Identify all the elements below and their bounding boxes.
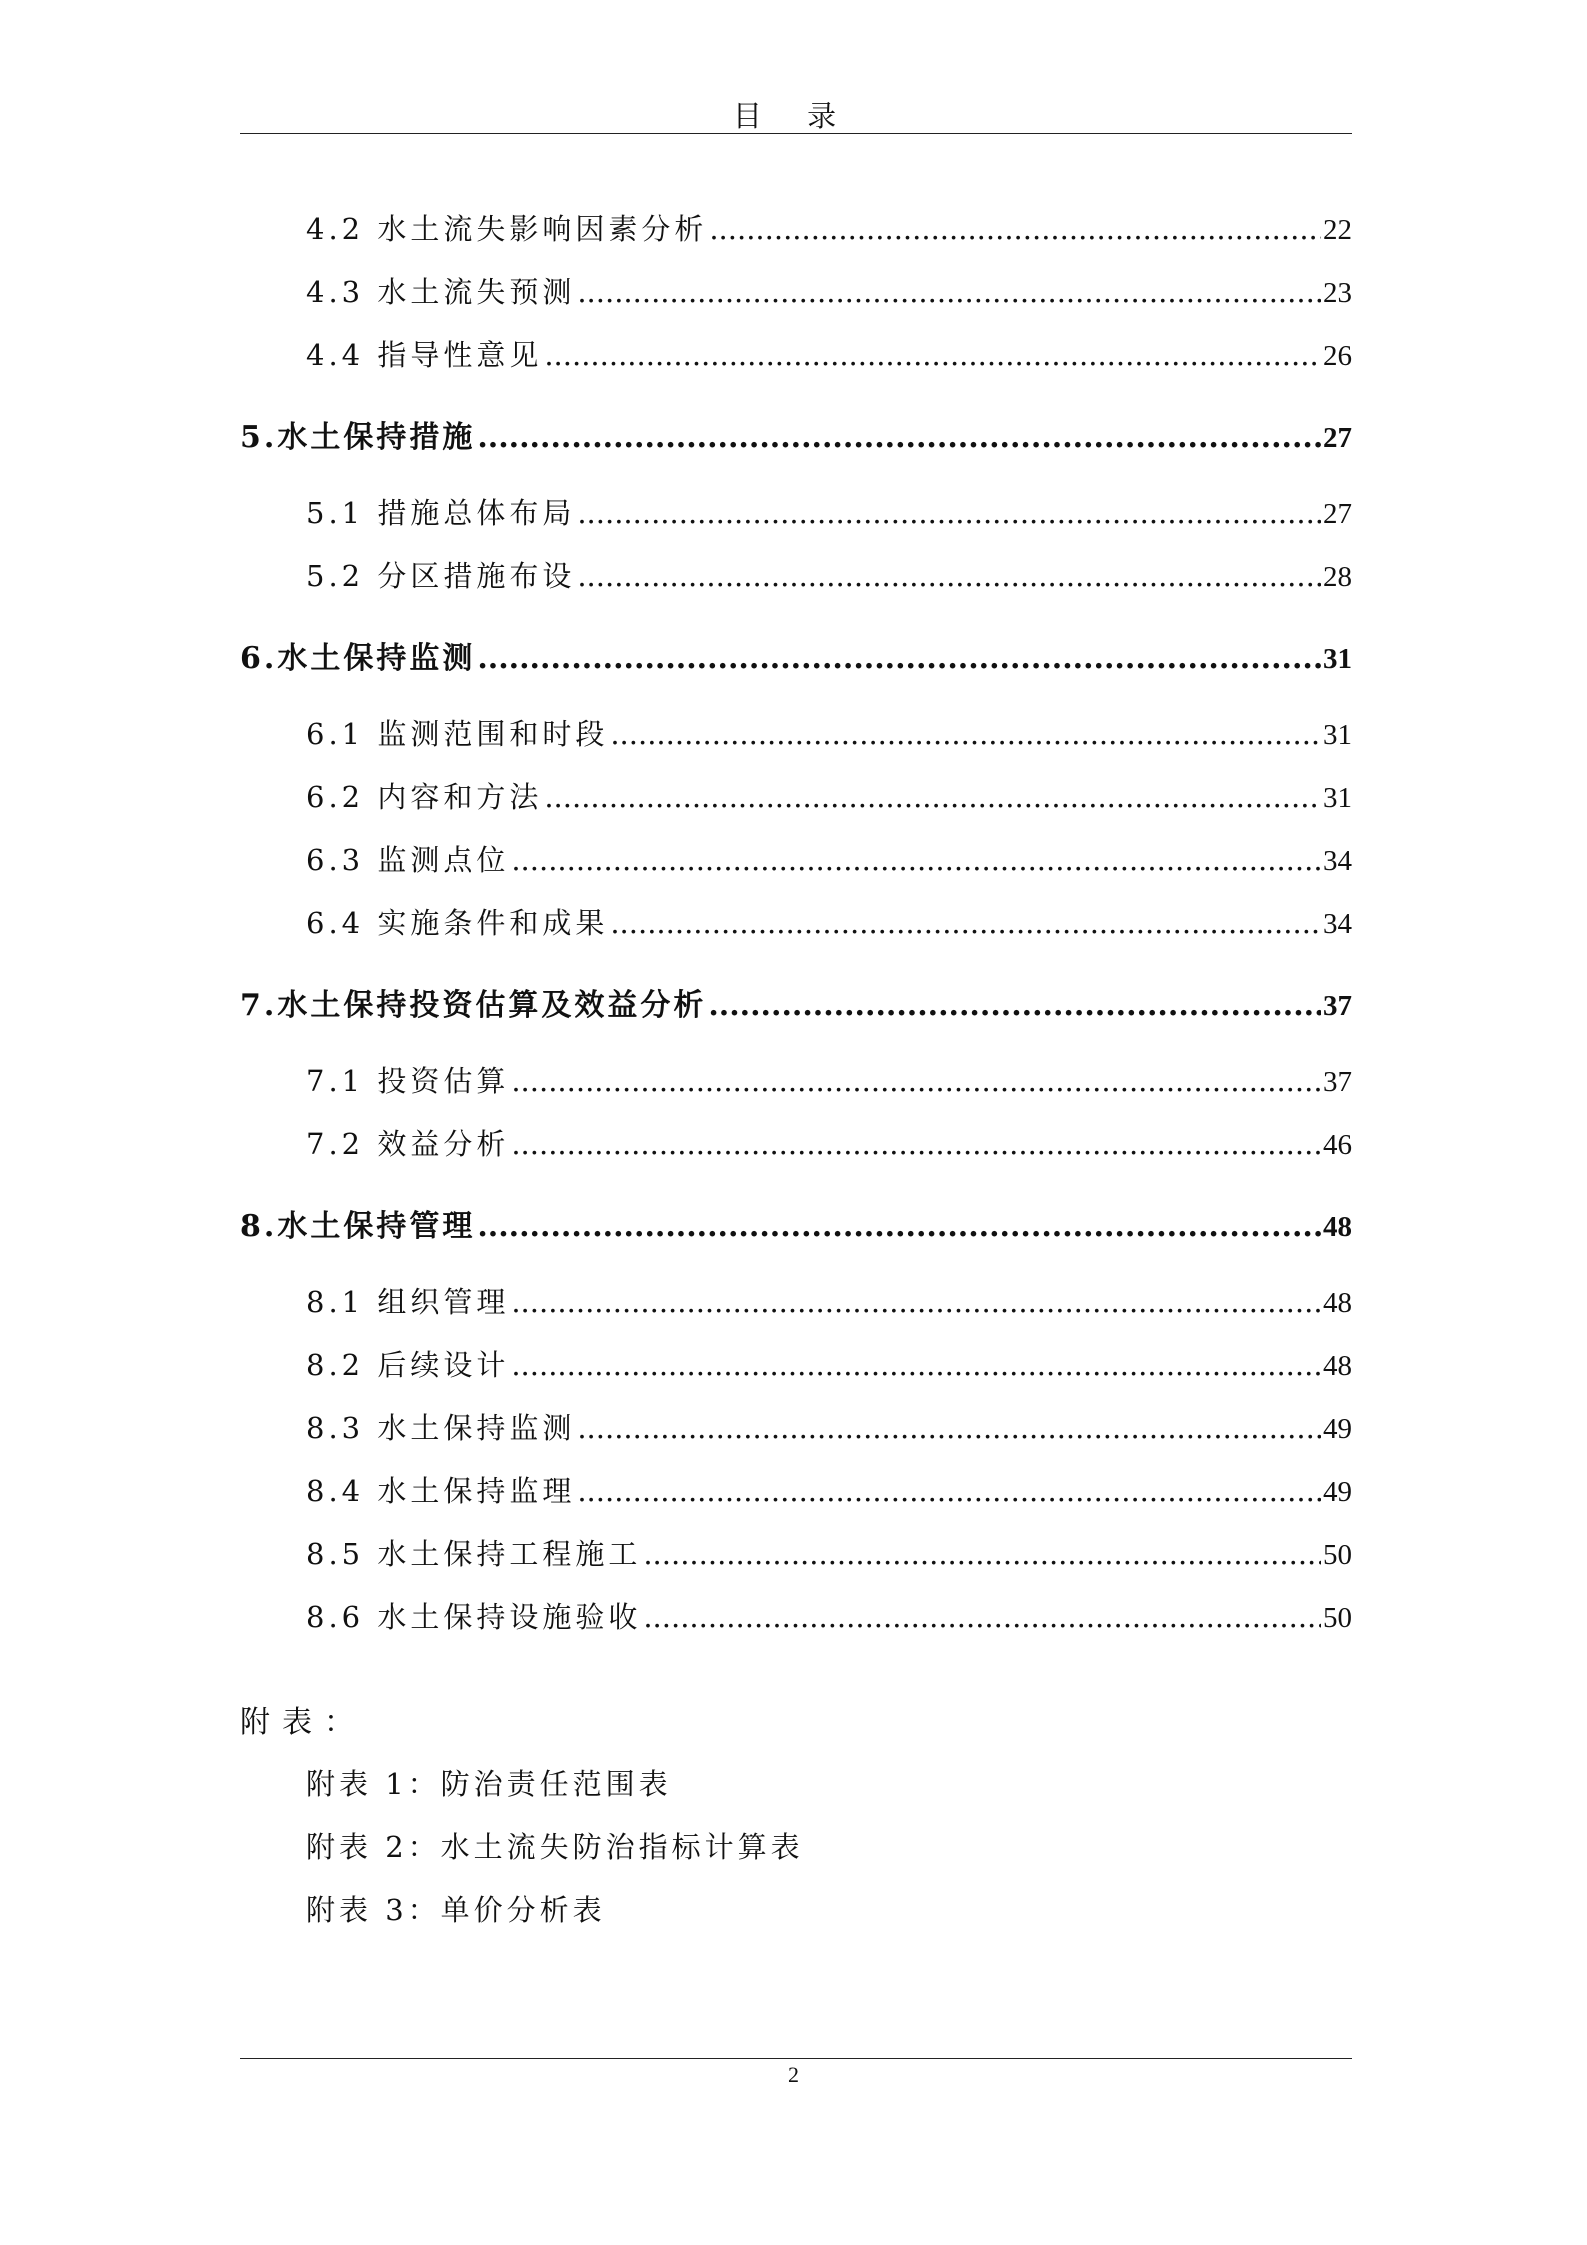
toc-section-entry[interactable] [306, 1532, 1352, 1573]
toc-entry-page-number: 37 [1323, 1066, 1352, 1098]
toc-leader-dots [643, 1537, 1321, 1571]
toc-entry-label: 4.2 水土流失影响因素分析 [306, 212, 708, 246]
toc-leader-dots [577, 496, 1321, 530]
appendix-item-1[interactable]: 附表 1：防治责任范围表 [306, 1767, 672, 1801]
toc-entry-page-number: 27 [1323, 498, 1352, 530]
toc-entry-label: 8.1 组织管理 [306, 1285, 510, 1319]
footer-rule [240, 2058, 1352, 2059]
toc-leader-dots [610, 717, 1321, 751]
toc-entry-page-number: 26 [1323, 340, 1352, 372]
toc-entry-label: 7.2 效益分析 [306, 1127, 510, 1161]
toc-entry-label: 4.3 水土流失预测 [306, 275, 576, 309]
toc-entry-page-number: 28 [1323, 561, 1352, 593]
header-rule [240, 133, 1352, 134]
toc-entry-label: 7.水土保持投资估算及效益分析 [240, 988, 707, 1023]
toc-section-entry[interactable] [306, 838, 1352, 879]
toc-entry-page-number: 49 [1323, 1476, 1352, 1508]
toc-leader-dots [577, 559, 1321, 593]
toc-entry-label: 6.1 监测范围和时段 [306, 717, 609, 751]
toc-leader-dots [610, 906, 1321, 940]
appendix-item-3[interactable]: 附表 3：单价分析表 [306, 1893, 606, 1927]
toc-entry-label: 7.1 投资估算 [306, 1064, 510, 1098]
toc-entry-page-number: 48 [1323, 1211, 1352, 1243]
toc-leader-dots [511, 1348, 1321, 1382]
toc-entry-page-number: 50 [1323, 1602, 1352, 1634]
toc-chapter-entry[interactable] [240, 633, 1352, 677]
toc-leader-dots [544, 338, 1321, 372]
toc-leader-dots [477, 641, 1321, 676]
toc-entry-label: 8.4 水土保持监理 [306, 1474, 576, 1508]
toc-section-entry[interactable] [306, 1595, 1352, 1636]
toc-leader-dots [511, 1064, 1321, 1098]
toc-section-entry[interactable] [306, 1280, 1352, 1321]
toc-entry-label: 6.水土保持监测 [240, 641, 476, 676]
toc-entry-page-number: 48 [1323, 1350, 1352, 1382]
toc-entry-label: 5.水土保持措施 [240, 420, 476, 455]
toc-chapter-entry[interactable] [240, 412, 1352, 456]
toc-leader-dots [643, 1600, 1321, 1634]
toc-chapter-entry[interactable] [240, 980, 1352, 1024]
toc-section-entry[interactable] [306, 1343, 1352, 1384]
toc-section-entry[interactable] [306, 712, 1352, 753]
toc-entry-page-number: 31 [1323, 719, 1352, 751]
toc-leader-dots [511, 843, 1321, 877]
toc-leader-dots [708, 988, 1321, 1023]
toc-leader-dots [511, 1285, 1321, 1319]
toc-entry-page-number: 23 [1323, 277, 1352, 309]
toc-entry-label: 6.2 内容和方法 [306, 780, 543, 814]
toc-entry-label: 8.2 后续设计 [306, 1348, 510, 1382]
toc-section-entry[interactable] [306, 554, 1352, 595]
toc-entry-page-number: 27 [1323, 422, 1352, 454]
page-header-title: 目 录 [732, 99, 855, 133]
toc-entry-label: 8.5 水土保持工程施工 [306, 1537, 642, 1571]
toc-section-entry[interactable] [306, 333, 1352, 374]
toc-entry-page-number: 31 [1323, 782, 1352, 814]
toc-section-entry[interactable] [306, 775, 1352, 816]
toc-entry-page-number: 48 [1323, 1287, 1352, 1319]
toc-leader-dots [544, 780, 1321, 814]
toc-entry-page-number: 50 [1323, 1539, 1352, 1571]
toc-entry-label: 5.2 分区措施布设 [306, 559, 576, 593]
toc-entry-page-number: 34 [1323, 908, 1352, 940]
toc-entry-page-number: 31 [1323, 643, 1352, 675]
toc-leader-dots [577, 275, 1321, 309]
toc-leader-dots [477, 1209, 1321, 1244]
toc-entry-label: 8.3 水土保持监测 [306, 1411, 576, 1445]
toc-section-entry[interactable] [306, 491, 1352, 532]
toc-entry-page-number: 49 [1323, 1413, 1352, 1445]
toc-section-entry[interactable] [306, 270, 1352, 311]
toc-section-entry[interactable] [306, 901, 1352, 942]
toc-section-entry[interactable] [306, 207, 1352, 248]
toc-chapter-entry[interactable] [240, 1201, 1352, 1245]
appendix-heading: 附表： [240, 1705, 366, 1740]
toc-leader-dots [477, 420, 1321, 455]
toc-entry-label: 8.6 水土保持设施验收 [306, 1600, 642, 1634]
toc-leader-dots [577, 1474, 1321, 1508]
toc-section-entry[interactable] [306, 1406, 1352, 1447]
toc-leader-dots [577, 1411, 1321, 1445]
toc-entry-page-number: 37 [1323, 990, 1352, 1022]
toc-entry-label: 5.1 措施总体布局 [306, 496, 576, 530]
toc-leader-dots [511, 1127, 1321, 1161]
toc-entry-label: 6.3 监测点位 [306, 843, 510, 877]
footer-page-number: 2 [788, 2062, 799, 2087]
appendix-item-2[interactable]: 附表 2：水土流失防治指标计算表 [306, 1830, 804, 1864]
toc-entry-page-number: 46 [1323, 1129, 1352, 1161]
toc-entry-label: 6.4 实施条件和成果 [306, 906, 609, 940]
toc-entry-page-number: 22 [1323, 214, 1352, 246]
toc-entry-label: 8.水土保持管理 [240, 1209, 476, 1244]
toc-leader-dots [709, 212, 1321, 246]
toc-section-entry[interactable] [306, 1122, 1352, 1163]
toc-section-entry[interactable] [306, 1059, 1352, 1100]
toc-entry-page-number: 34 [1323, 845, 1352, 877]
toc-section-entry[interactable] [306, 1469, 1352, 1510]
toc-entry-label: 4.4 指导性意见 [306, 338, 543, 372]
